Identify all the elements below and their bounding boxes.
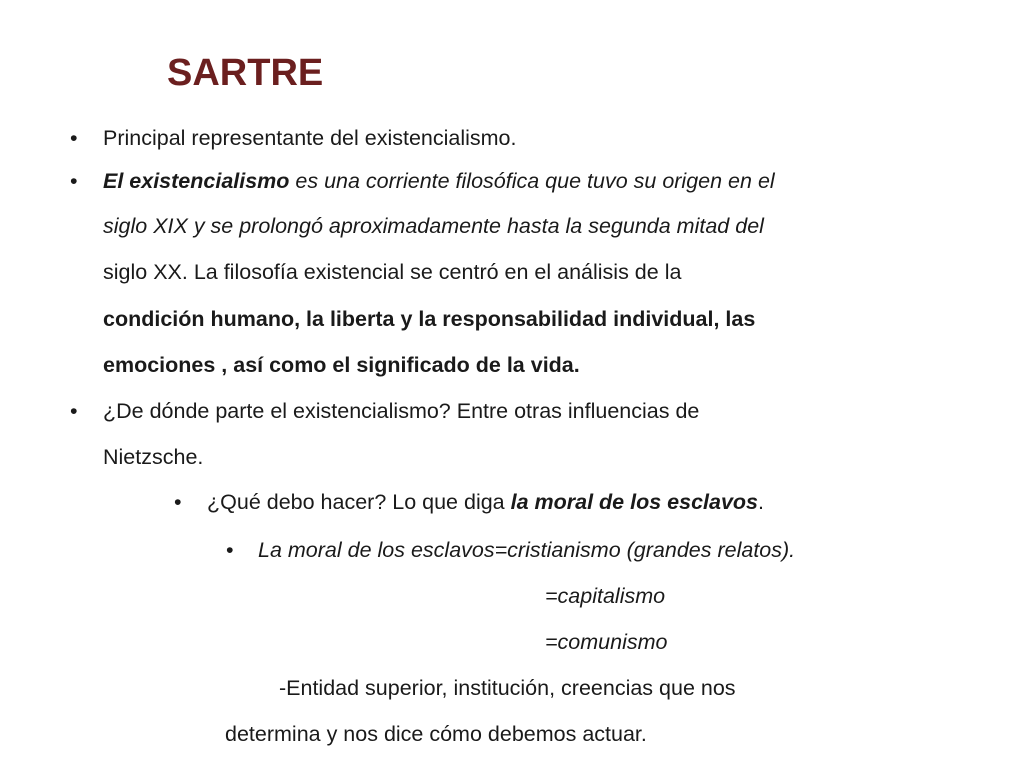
bullet-3: •	[70, 399, 78, 423]
bullet-2: •	[70, 169, 78, 193]
equation-communism: =comunismo	[545, 630, 668, 654]
bullet-1: •	[70, 126, 78, 150]
item-3-line-1: ¿De dónde parte el existencialismo? Entre otras influencias de	[103, 399, 700, 423]
sub-item-1	[207, 488, 764, 516]
item-2-line-3: siglo XX. La filosofía existencial se centró en el análisis de la	[103, 260, 682, 284]
sub-item-1-emph: la moral de los esclavos	[510, 490, 759, 514]
sub-bullet-2: •	[226, 538, 234, 562]
item-2-line-1-rest: es una corriente filosófica que tuvo su origen en el	[289, 169, 775, 193]
sub-item-1-pre: ¿Qué debo hacer? Lo que diga	[207, 490, 511, 514]
item-2-line-2: siglo XIX y se prolongó aproximadamente hasta la segunda mitad del	[103, 214, 764, 238]
slide-title: SARTRE	[167, 52, 324, 94]
equation-capitalism: =capitalismo	[545, 584, 666, 608]
item-2-line-5: emociones , así como el significado de la vida.	[103, 353, 580, 377]
item-2-bold-term: El existencialismo	[103, 169, 290, 193]
item-1-text: Principal representante del existencialismo.	[103, 126, 517, 150]
item-2-line-4: condición humano, la liberta y la responsabilidad individual, las	[103, 307, 756, 331]
item-2-line-1	[103, 167, 775, 195]
item-3-line-2: Nietzsche.	[103, 445, 204, 469]
note-line-2: determina y nos dice cómo debemos actuar.	[225, 722, 647, 746]
note-line-1: -Entidad superior, institución, creencias que nos	[279, 676, 736, 700]
sub-item-2: La moral de los esclavos=cristianismo (grandes relatos).	[258, 538, 796, 562]
sub-item-1-post: .	[758, 490, 764, 514]
sub-bullet-1: •	[174, 490, 182, 514]
